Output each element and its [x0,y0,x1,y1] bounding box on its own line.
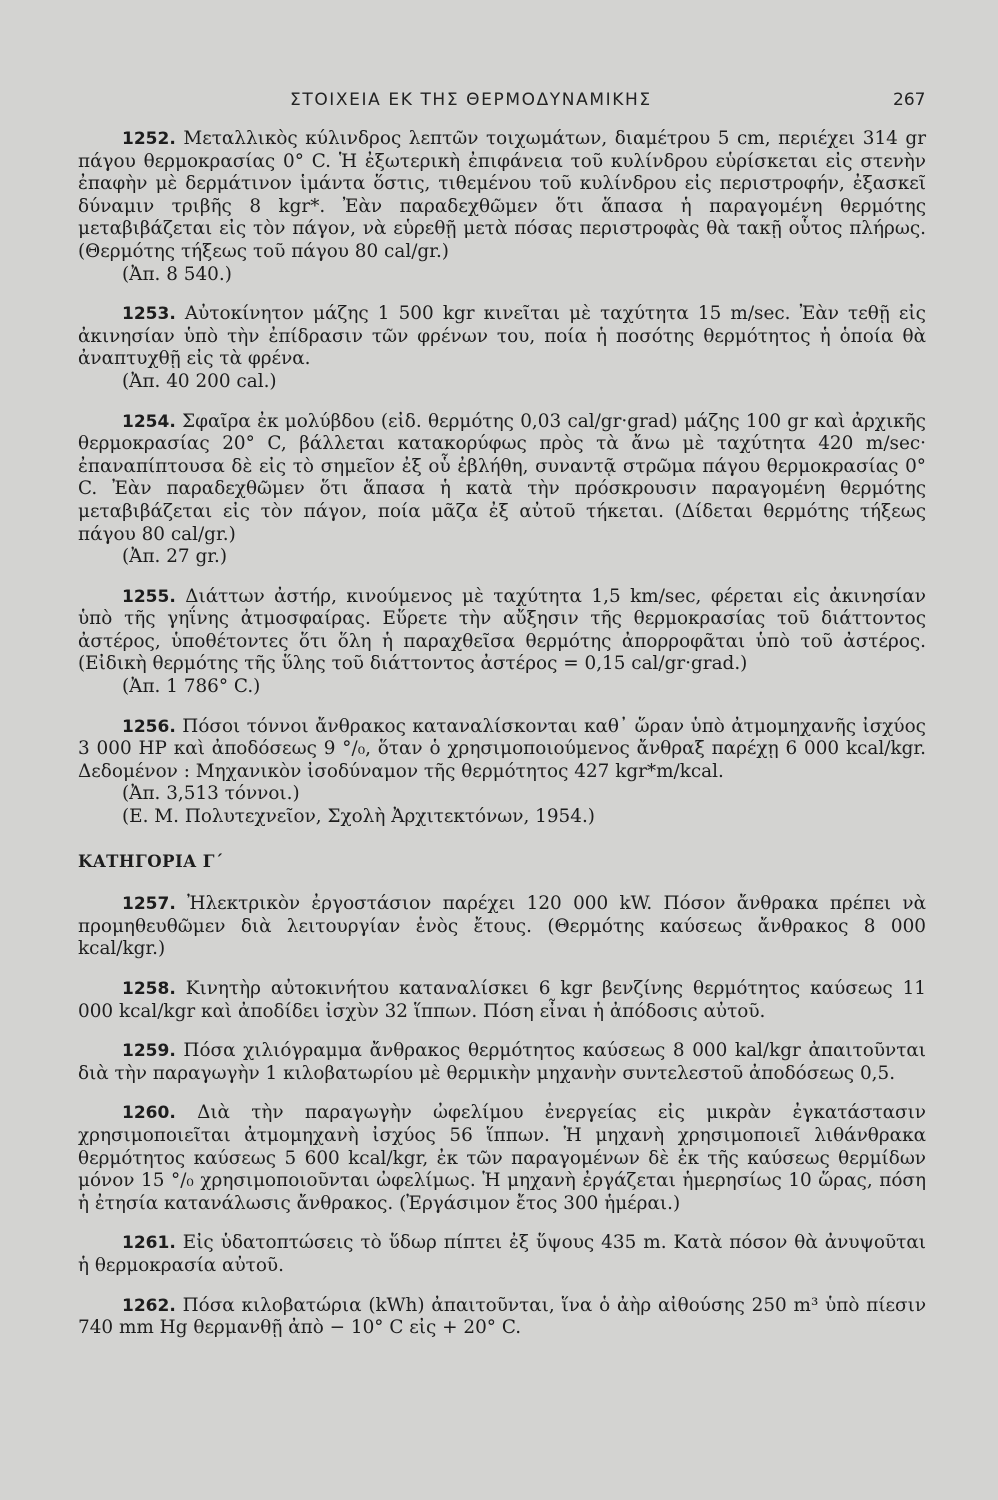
category-heading: ΚΑΤΗΓΟΡΙΑ Γ΄ [78,851,224,871]
problem-1254 [78,411,926,569]
problem-statement: Ἠλεκτρικὸν ἐργοστάσιον παρέχει 120 000 kW. Πόσον ἄνθρακα πρέπει νὰ προμηθευθῶμεν διὰ λειτουργίαν ἑνὸς ἔτους. (Θερμότης καύσεως ἄνθρακος 8 000 kcal/kgr.) [78,893,926,960]
problem-number: 1260. [122,1103,176,1124]
problem-1259 [78,1040,926,1085]
problem-statement: Μεταλλικὸς κύλινδρος λεπτῶν τοιχωμάτων, διαμέτρου 5 cm, περιέχει 314 gr πάγου θερμοκρασίας 0° C. Ἡ ἐξωτερικὴ ἐπιφάνεια τοῦ κυλίνδρου εὑρίσκεται εἰς στενὴν ἐπαφὴν μὲ δερμάτινον ἱμάντα ὅστις, τιθεμένου τοῦ κυλίνδρου εἰς περιστροφήν, ἐξασκεῖ δύναμιν τριβῆς 8 kgr*. Ἐὰν παραδεχθῶμεν ὅτι ἅπασα ἡ παραγομένη θερμότης μεταβιβάζεται εἰς τὸν πάγον, νὰ εὑρεθῇ μετὰ πόσας περιστροφὰς θὰ τακῇ οὗτος πλήρως. (Θερμότης τήξεως τοῦ πάγου 80 cal/gr.) [78,128,926,262]
problem-1253 [78,303,926,393]
running-head: ΣΤΟΙΧΕΙΑ ΕΚ ΤΗΣ ΘΕΡΜΟΔΥΝΑΜΙΚΗΣ [290,90,652,110]
problem-answer: (Ἀπ. 1 786° C.) [122,676,261,698]
problem-text [78,586,926,676]
problem-1256 [78,716,926,829]
problem-statement: Πόσα κιλοβατώρια (kWh) ἀπαιτοῦνται, ἵνα ὁ ἀὴρ αἰθούσης 250 m³ ὑπὸ πίεσιν 740 mm Hg θερμανθῇ ἀπὸ − 10° C εἰς + 20° C. [78,1294,926,1339]
problem-text [78,1232,926,1277]
problem-text [78,411,926,547]
problem-1252 [78,128,926,286]
problem-number: 1259. [122,1041,176,1062]
problem-1261 [78,1232,926,1277]
problem-1258 [78,978,926,1023]
problem-statement: Διάττων ἀστήρ, κινούμενος μὲ ταχύτητα 1,5 km/sec, φέρεται εἰς ἀκινησίαν ὑπὸ τῆς γηΐνης ἀτμοσφαίρας. Εὕρετε τὴν αὔξησιν τῆς θερμοκρασίας τοῦ διάττοντος ἀστέρος, ὑποθέτοντες ὅτι ὅλη ἡ παραχθεῖσα θερμότης ἀπορροφᾶται ὑπὸ τοῦ ἀστέρος. (Εἰδικὴ θερμότης τῆς ὕλης τοῦ διάττοντος ἀστέρος = 0,15 cal/gr·grad.) [78,585,926,675]
problem-number: 1253. [122,304,176,325]
page-body [78,128,926,1357]
problem-text [78,893,926,961]
problem-number: 1256. [122,716,176,737]
problem-text [78,128,926,264]
problem-statement: Πόσοι τόννοι ἄνθρακος καταναλίσκονται καθ᾽ ὥραν ὑπὸ ἀτμομηχανῆς ἰσχύος 3 000 HP καὶ ἀποδόσεως 9 °/₀, ὅταν ὁ χρησιμοποιούμενος ἄνθραξ παρέχῃ 6 000 kcal/kgr. Δεδομένον : Μηχανικὸν ἰσοδύναμον τῆς θερμότητος 427 kgr*m/kcal. [78,715,926,782]
problem-answer: (Ἀπ. 8 540.) [122,263,232,285]
problem-1257 [78,893,926,961]
problem-answer: (Ἀπ. 27 gr.) [122,546,228,568]
problem-source: (Ε. Μ. Πολυτεχνεῖον, Σχολὴ Ἀρχιτεκτόνων, 1954.) [122,806,595,828]
problem-text [78,1102,926,1215]
problem-answer: (Ἀπ. 40 200 cal.) [122,370,277,392]
problem-text [78,1040,926,1085]
problem-statement: Πόσα χιλιόγραμμα ἄνθρακος θερμότητος καύσεως 8 000 kal/kgr ἀπαιτοῦνται διὰ τὴν παραγωγὴν 1 κιλοβατωρίου μὲ θερμικὴν μηχανὴν συντελεστοῦ ἀποδόσεως 0,5. [78,1040,927,1084]
problem-number: 1257. [122,894,176,915]
problem-statement: Κινητὴρ αὐτοκινήτου καταναλίσκει 6 kgr βενζίνης θερμότητος καύσεως 11 000 kcal/kgr καὶ ἀποδίδει ἰσχὺν 32 ἵππων. Πόση εἶναι ἡ ἀπόδοσις αὐτοῦ. [78,978,926,1022]
problem-statement: Εἰς ὑδατοπτώσεις τὸ ὕδωρ πίπτει ἐξ ὕψους 435 m. Κατὰ πόσον θὰ ἀνυψοῦται ἡ θερμοκρασία αὐτοῦ. [78,1232,926,1276]
problem-answer: (Ἀπ. 3,513 τόννοι.) [122,783,300,805]
problem-1262 [78,1295,926,1340]
problem-number: 1254. [122,411,176,432]
problem-text [78,978,926,1023]
problem-number: 1258. [122,979,176,999]
problem-number: 1262. [122,1295,176,1316]
problem-statement: Σφαῖρα ἐκ μολύβδου (εἰδ. θερμότης 0,03 cal/gr·grad) μάζης 100 gr καὶ ἀρχικῆς θερμοκρασίας 20° C, βάλλεται κατακορύφως πρὸς τὰ ἄνω μὲ ταχύτητα 420 m/sec· ἐπαναπίπτουσα δὲ εἰς τὸ σημεῖον ἐξ οὗ ἐβλήθη, συναντᾷ στρῶμα πάγου θερμοκρασίας 0° C. Ἐὰν παραδεχθῶμεν ὅτι ἅπασα ἡ κατὰ τὴν πρόσκρουσιν παραγομένη θερμότης μεταβιβάζεται εἰς τὸν πάγον, ποία μᾶζα ἐξ αὐτοῦ τήκεται. (Δίδεται θερμότης τήξεως πάγου 80 cal/gr.) [78,410,926,545]
problem-statement: Αὐτοκίνητον μάζης 1 500 kgr κινεῖται μὲ ταχύτητα 15 m/sec. Ἐὰν τεθῇ εἰς ἀκινησίαν ὑπὸ τὴν ἐπίδρασιν τῶν φρένων του, ποία ἡ ποσότης θερμότητος ἡ ὁποία θὰ ἀναπτυχθῇ εἰς τὰ φρένα. [78,303,926,370]
problem-number: 1252. [122,129,176,149]
problem-number: 1255. [122,586,176,607]
problem-text [78,1295,926,1340]
problem-1260 [78,1102,926,1215]
page-number: 267 [893,90,926,110]
problem-text [78,716,926,784]
problem-text [78,303,926,371]
problem-statement: Διὰ τὴν παραγωγὴν ὠφελίμου ἐνεργείας εἰς μικρὰν ἐγκατάστασιν χρησιμοποιεῖται ἀτμομηχανὴ ἰσχύος 56 ἵππων. Ἡ μηχανὴ χρησιμοποιεῖ λιθάνθρακα θερμότητος καύσεως 5 600 kcal/kgr, ἐκ τῶν παραγομένων δὲ ἐκ τῆς καύσεως θερμίδων μόνον 15 °/₀ χρησιμοποιοῦνται ὠφελίμως. Ἡ μηχανὴ ἐργάζεται ἡμερησίως 10 ὥρας, πόση ἡ ἐτησία κατανάλωσις ἄνθρακος. (Ἐργάσιμον ἔτος 300 ἡμέραι.) [78,1102,926,1214]
problem-number: 1261. [122,1233,176,1254]
problem-1255 [78,586,926,699]
page-header [0,86,998,116]
